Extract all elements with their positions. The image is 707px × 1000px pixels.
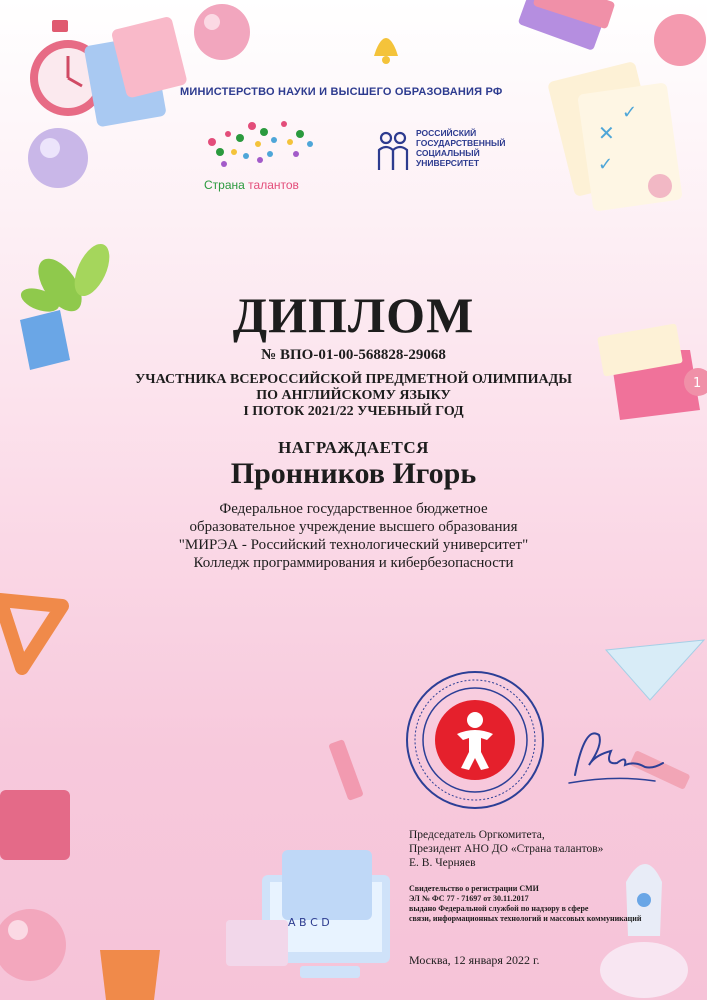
place-date: Москва, 12 января 2022 г. — [409, 953, 540, 967]
russia-map-dots-icon — [200, 112, 320, 172]
pink-ball-icon — [194, 4, 250, 60]
rocket-icon — [600, 864, 688, 998]
people-emblem-icon — [376, 130, 410, 172]
organization-line: Федеральное государственное бюджетное — [219, 501, 488, 517]
signatory-title: Председатель Оргкомитета, — [409, 829, 545, 841]
strana-talantov-logo — [200, 112, 320, 202]
awarded-label: НАГРАЖДАЕТСЯ — [278, 438, 429, 457]
olympiad-line: УЧАСТНИКА ВСЕРОССИЙСКОЙ ПРЕДМЕТНОЙ ОЛИМПИАДЫ — [135, 372, 572, 387]
computer-icon — [226, 850, 390, 978]
cup-icon — [100, 950, 160, 1000]
svg-text:✓: ✓ — [598, 154, 614, 175]
olympiad-line: ПО АНГЛИЙСКОМУ ЯЗЫКУ — [256, 388, 451, 403]
paper-plane-icon — [606, 640, 704, 700]
svg-text:1: 1 — [693, 376, 702, 391]
strana-talantov-label: Страна талантов — [204, 178, 299, 192]
organization-line: Колледж программирования и кибербезопасности — [193, 555, 514, 571]
svg-text:A B C D: A B C D — [288, 916, 330, 929]
organization-line: "МИРЭА - Российский технологический университет" — [178, 537, 529, 553]
signatory-position: Президент АНО ДО «Страна талантов» — [409, 843, 604, 855]
rgsu-logo — [376, 128, 536, 178]
organization-seal — [405, 670, 545, 810]
pink-ball-right-icon — [654, 14, 706, 66]
diploma-number: № ВПО-01-00-568828-29068 — [261, 347, 446, 363]
organization-line: образовательное учреждение высшего образования — [189, 519, 518, 535]
registration-line: ЭЛ № ФС 77 - 71697 от 30.11.2017 — [409, 894, 529, 903]
book-bottom-left-icon — [0, 790, 70, 860]
olympiad-line: I ПОТОК 2021/22 УЧЕБНЫЙ ГОД — [243, 404, 464, 419]
pink-ball-bottom-icon — [0, 909, 66, 981]
signatory-name: Е. В. Черняев — [409, 857, 476, 869]
recipient-name: Пронников Игорь — [230, 457, 477, 490]
handwritten-signature — [555, 705, 670, 795]
notepad-icon — [84, 16, 188, 128]
books-icon — [518, 0, 616, 51]
triangle-ruler-icon — [0, 600, 62, 668]
bell-icon — [374, 38, 398, 64]
rgsu-name: РОССИЙСКИЙ ГОСУДАРСТВЕННЫЙ СОЦИАЛЬНЫЙ УНИВЕРСИТЕТ — [416, 128, 506, 168]
svg-text:✓: ✓ — [622, 102, 638, 123]
diploma-title: ДИПЛОМ — [232, 287, 475, 343]
sphere-icon — [28, 128, 88, 188]
registration-line: выдано Федеральной службой по надзору в сфере — [409, 904, 589, 913]
pencil-left-icon — [328, 739, 364, 801]
ministry-name: МИНИСТЕРСТВО НАУКИ И ВЫСШЕГО ОБРАЗОВАНИЯ РФ — [180, 86, 503, 98]
registration-line: связи, информационных технологий и массовых коммуникаций — [409, 914, 642, 923]
svg-text:✕: ✕ — [598, 121, 615, 145]
sphere-highlight — [40, 138, 60, 158]
registration-line: Свидетельство о регистрации СМИ — [409, 884, 539, 893]
